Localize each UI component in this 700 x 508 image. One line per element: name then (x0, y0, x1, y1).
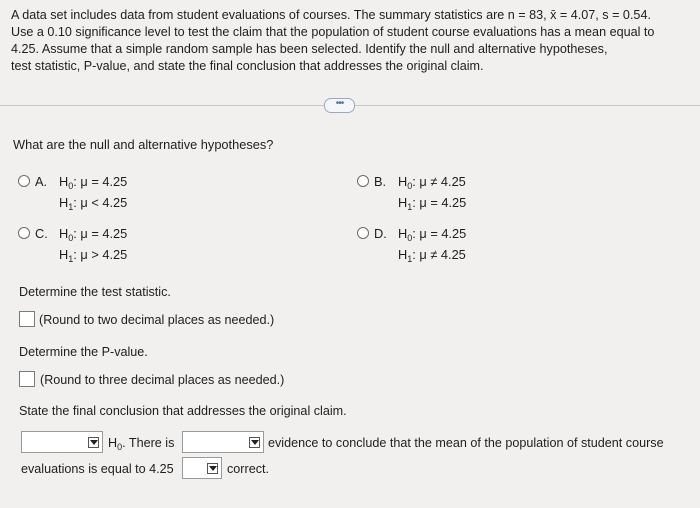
option-a-h1: $H_1$: μ < 4.25 (59, 195, 128, 212)
conclusion-h0-text: $H_0$. There is (108, 436, 175, 452)
test-statistic-prompt: Determine the test statistic. (19, 285, 171, 299)
option-d-h1: $H_1$: μ ≠ 4.25 (398, 247, 466, 264)
option-c-letter: C. (35, 226, 48, 241)
option-d-radio[interactable] (357, 227, 369, 239)
reject-decision-select[interactable] (21, 431, 103, 453)
option-b-h0: $H_0$: μ ≠ 4.25 (398, 174, 466, 191)
option-c-radio[interactable] (18, 227, 30, 239)
p-value-prompt: Determine the P-value. (19, 345, 148, 359)
option-d-h0: $H_0$: μ = 4.25 (398, 226, 467, 243)
problem-line-2: Use a 0.10 significance level to test the claim that the population of student course evaluations has a mean equal to (11, 25, 655, 39)
evidence-select[interactable] (182, 431, 264, 453)
problem-line-4: test statistic, P-value, and state the final conclusion that addresses the original claim. (11, 59, 484, 73)
option-b-letter: B. (374, 174, 387, 189)
option-c-h1: $H_1$: μ > 4.25 (59, 247, 128, 264)
more-button[interactable]: ••• (324, 98, 355, 113)
option-b-radio[interactable] (357, 175, 369, 187)
test-statistic-hint: (Round to two decimal places as needed.) (39, 313, 275, 327)
option-b-h1: $H_1$: μ = 4.25 (398, 195, 467, 212)
p-value-hint: (Round to three decimal places as needed.) (40, 373, 285, 387)
conclusion-line2-text: evaluations is equal to 4.25 (21, 462, 174, 476)
chevron-down-icon (249, 437, 260, 448)
claim-select[interactable] (182, 457, 222, 479)
problem-statement (11, 7, 691, 75)
p-value-input[interactable] (19, 371, 35, 387)
option-d-letter: D. (374, 226, 387, 241)
problem-line-3: 4.25. Assume that a simple random sample has been selected. Identify the null and alternative hypotheses, (11, 42, 608, 56)
chevron-down-icon (207, 463, 218, 474)
option-a-radio[interactable] (18, 175, 30, 187)
problem-line-1: A data set includes data from student evaluations of courses. The summary statistics are n = 83, x̄ = 4.07, s = 0.54. (11, 8, 651, 22)
conclusion-prompt: State the final conclusion that addresses the original claim. (19, 404, 347, 418)
option-a-letter: A. (35, 174, 48, 189)
test-statistic-input[interactable] (19, 311, 35, 327)
chevron-down-icon (88, 437, 99, 448)
option-a-h0: $H_0$: μ = 4.25 (59, 174, 128, 191)
option-c-h0: $H_0$: μ = 4.25 (59, 226, 128, 243)
conclusion-correct-text: correct. (227, 462, 269, 476)
hypotheses-question: What are the null and alternative hypotheses? (13, 137, 274, 152)
conclusion-evidence-text: evidence to conclude that the mean of the population of student course (268, 436, 664, 450)
